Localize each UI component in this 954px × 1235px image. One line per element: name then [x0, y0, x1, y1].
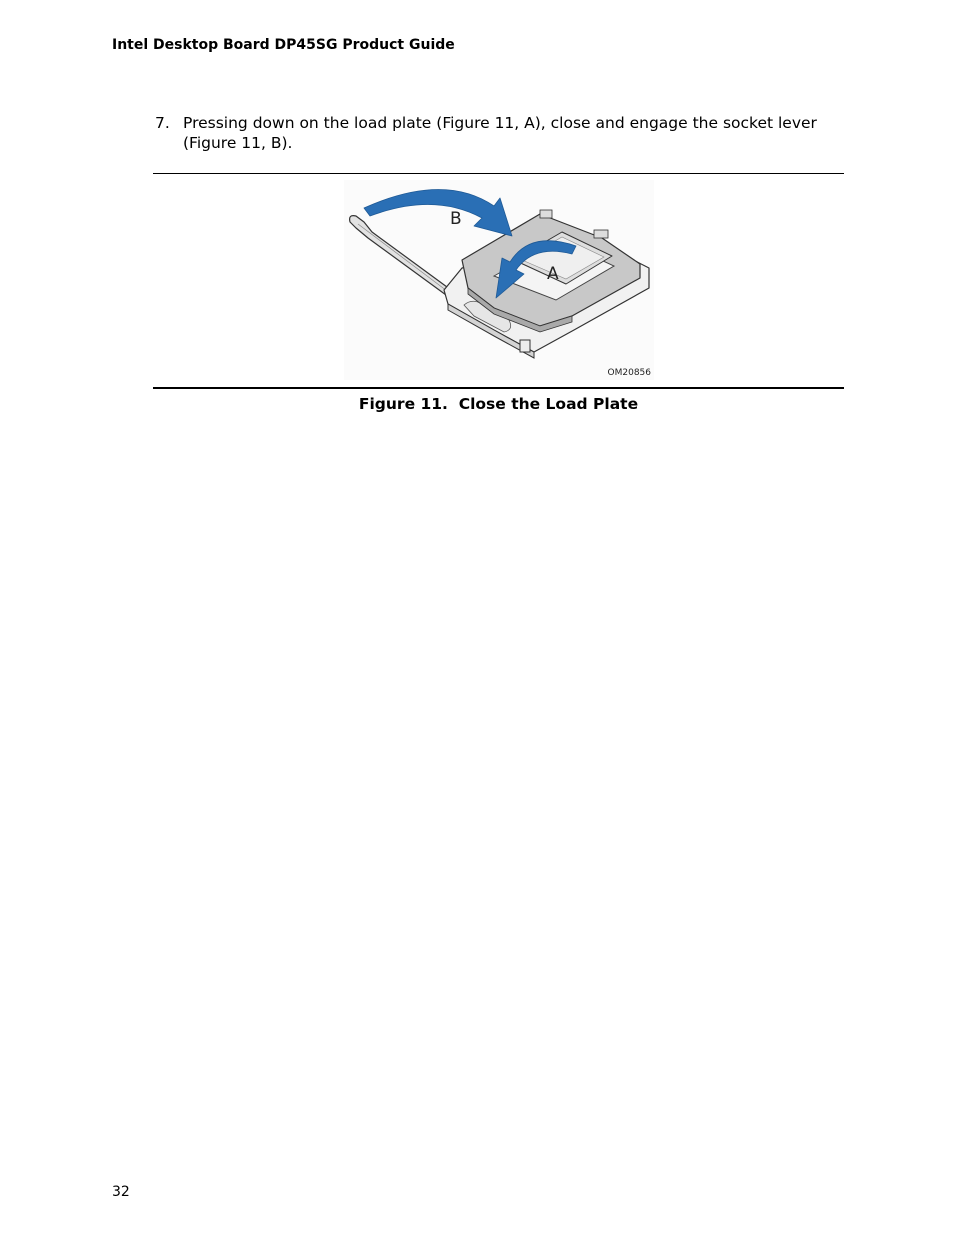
page-number: 32 — [112, 1184, 130, 1200]
label-b: B — [450, 209, 462, 229]
running-header: Intel Desktop Board DP45SG Product Guide — [112, 37, 455, 53]
socket-illustration — [344, 180, 654, 380]
figure-bottom-rule — [153, 387, 844, 389]
socket-drawing — [344, 180, 654, 380]
drawing-id: OM20856 — [607, 368, 651, 378]
step-text: Pressing down on the load plate (Figure 11, A), close and engage the socket lever (Figure 11, B). — [183, 114, 817, 152]
figure-caption: Figure 11. Close the Load Plate — [358, 395, 639, 413]
figure-top-rule — [153, 173, 844, 174]
step-number: 7. — [155, 114, 170, 132]
label-a: A — [547, 264, 559, 284]
